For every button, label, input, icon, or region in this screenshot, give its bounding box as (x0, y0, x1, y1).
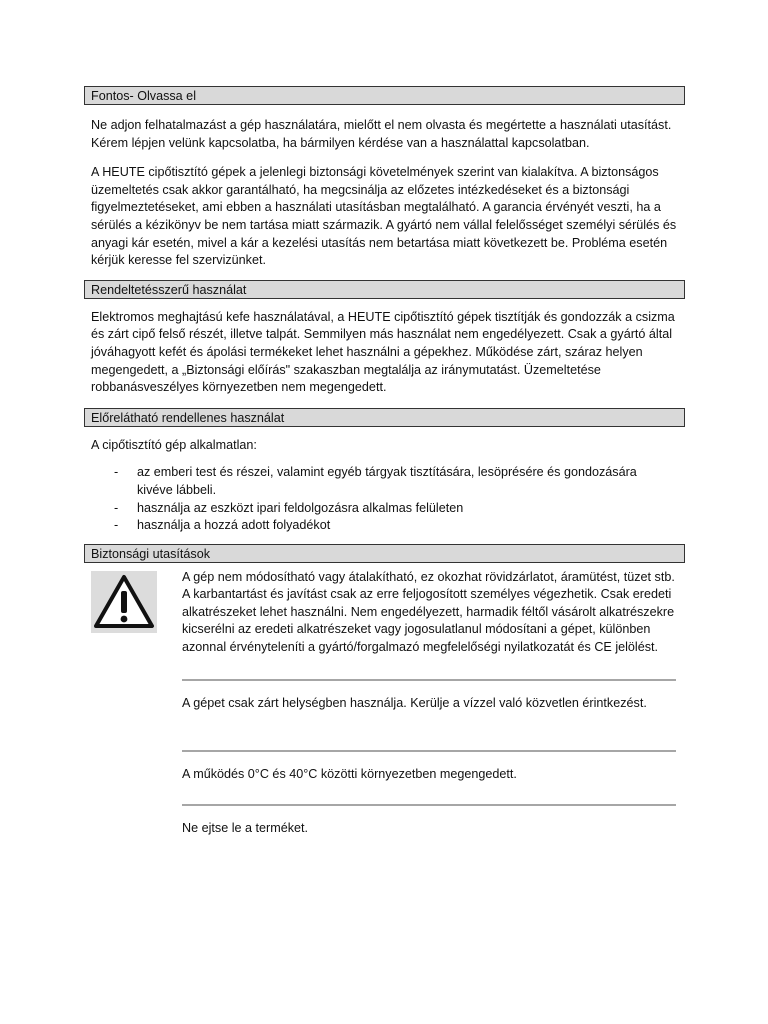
safety-block (84, 569, 684, 838)
section-header-important (84, 86, 685, 105)
list-item (84, 464, 684, 499)
section-title: Rendeltetésszerű használat (91, 282, 247, 297)
list-item-text: használja a hozzá adott folyadékot (137, 518, 331, 533)
dash-bullet: - (114, 518, 119, 533)
intended-use-paragraph: Elektromos meghajtású kefe használatával, a HEUTE cipőtisztító gépek tisztítják és gondozzák a csizma és zárt cipő felső részét, illetve talpát. Semmilyen más használat nem engedélyezett. Csak a gyártó által jóváhagyott kefét és ápolási termékeket lehet használni a gépekhez. Működése zárt, száraz helyen megengedett, a „Biztonsági előírás" szakaszban megtalálja az iránymutatást. Üzemeltetése robbanásveszélyes környezetben nem megengedett. (91, 309, 675, 395)
list-item-text: az emberi test és részei, valamint egyéb tárgyak tisztítására, lesöprésére és gondozására kivéve lábbeli. (137, 465, 637, 497)
safety-paragraph-1: A gép nem módosítható vagy átalakítható, ez okozhat rövidzárlatot, áramütést, tüzet stb. A karbantartást és javítást csak az erre feljogosított személyes végezhetik. Csak eredeti alkatrészeket lehet használni. Nem engedélyezett, harmadik féltől vásárolt alkatrészekre kicserélni az eredeti alkatrészeket vagy jogosulatlanul módosítani a gépet, különben azonnal érvényteleníti a gyártó/forgalmazó megfelelőségi nyilatkozatát és CE jelölést. (182, 569, 675, 655)
section-title: Fontos- Olvassa el (91, 89, 196, 103)
safety-paragraph-3: A működés 0°C és 40°C közötti környezetben megengedett. (182, 767, 517, 782)
section-title: Biztonsági utasítások (91, 546, 211, 561)
important-paragraph-2: A HEUTE cipőtisztító gépek a jelenlegi biztonsági követelmények szerint van kialakítva. A biztonságos üzemeltetés csak akkor garantálható, ha megcsinálja az előzetes intézkedéseket és a biztonsági figyelmeztetéseket, ami ebben a használati utasításban megtalálható. A garancia érvényét veszti, ha a sérülés a kézikönyv be nem tartása miatt származik. A gyártó nem vállal felelősséget személyi sérülés és anyagi kár esetén, mivel a kár a kezelési utasítás nem betartása miatt következett be. Probléma esetén kérjük keresse fel szervizünket. (91, 165, 677, 268)
document-page (84, 86, 684, 837)
section-header-safety (84, 544, 685, 563)
warning-triangle-icon (91, 571, 157, 633)
section-title: Előrelátható rendellenes használat (91, 410, 285, 425)
important-paragraph-1: Ne adjon felhatalmazást a gép használatára, mielőtt el nem olvasta és megértette a használati utasítást. Kérem lépjen velünk kapcsolatba, ha bármilyen kérdése van a használattal kapcsolatban. (91, 118, 672, 150)
safety-paragraph-2: A gépet csak zárt helységben használja. Kerülje a vízzel való közvetlen érintkezést. (182, 695, 647, 710)
list-item-text: használja az eszközt ipari feldolgozásra alkalmas felületen (137, 500, 464, 515)
misuse-list (84, 464, 684, 534)
dash-bullet: - (114, 500, 119, 515)
section-header-misuse (84, 408, 685, 427)
safety-column (182, 569, 676, 838)
list-item (84, 500, 684, 518)
list-item (84, 517, 684, 535)
dash-bullet: - (114, 465, 119, 480)
misuse-intro: A cipőtisztító gép alkalmatlan: (91, 437, 257, 452)
section-header-intended-use (84, 280, 685, 299)
safety-paragraph-4: Ne ejtse le a terméket. (182, 820, 308, 835)
